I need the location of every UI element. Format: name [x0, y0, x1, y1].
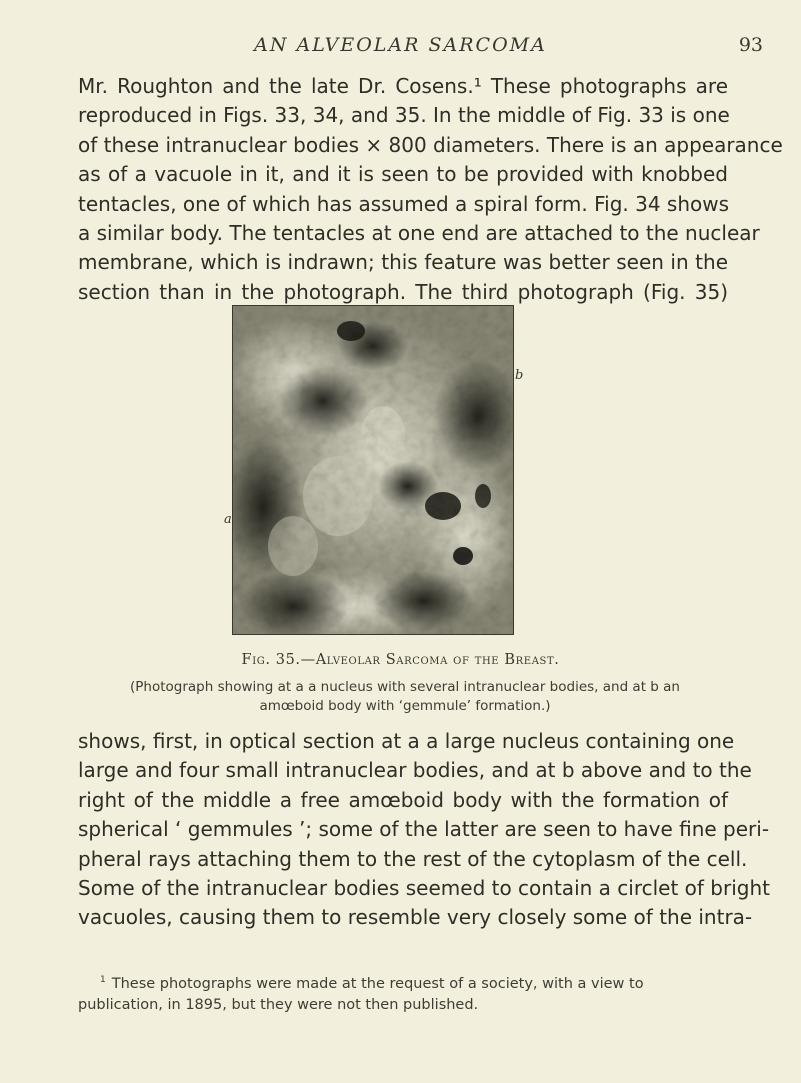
- footnote-line: publication, in 1895, but they were not then published.: [78, 996, 479, 1013]
- text-line: right of the middle a free amœboid body with the formation of: [78, 787, 728, 812]
- text-line: section than in the photograph. The third photograph (Fig. 35): [78, 279, 728, 304]
- text-line: shows, first, in optical section at a a large nucleus containing one: [78, 729, 735, 753]
- running-head: AN ALVEOLAR SARCOMA: [254, 34, 547, 56]
- caption-desc-line: (Photograph showing at a a nucleus with several intranuclear bodies, and at b an: [130, 679, 680, 695]
- footnote-marker: 1: [100, 975, 106, 985]
- text-line: as of a vacuole in it, and it is seen to be provided with knobbed: [78, 162, 728, 187]
- micrograph-image: [233, 306, 513, 634]
- text-line: of these intranuclear bodies × 800 diameters. There is an appearance: [78, 132, 783, 157]
- paragraph-bottom: [78, 727, 770, 933]
- page-number: 93: [738, 34, 763, 56]
- text-line: pheral rays attaching them to the rest of the cytoplasm of the cell.: [78, 846, 748, 871]
- footnote-text: These photographs were made at the request of a society, with a view to: [111, 975, 644, 992]
- text-line: Mr. Roughton and the late Dr. Cosens.¹ These photographs are: [78, 74, 728, 98]
- text-line: large and four small intranuclear bodies, and at b above and to the: [78, 758, 752, 783]
- text-line: a similar body. The tentacles at one end are attached to the nuclear: [78, 221, 760, 246]
- figure-caption-description: [110, 678, 700, 716]
- footnote-line: [78, 970, 728, 995]
- text-line: spherical ‘ gemmules ’; some of the latter are seen to have fine peri-: [78, 817, 770, 842]
- caption-desc-line: amœboid body with ‘gemmule’ formation.): [259, 698, 551, 714]
- text-line: tentacles, one of which has assumed a spiral form. Fig. 34 shows: [78, 191, 730, 216]
- text-line: reproduced in Figs. 33, 34, and 35. In the middle of Fig. 33 is one: [78, 103, 730, 128]
- page-header: [0, 34, 801, 60]
- text-line: vacuoles, causing them to resemble very closely some of the intra-: [78, 905, 753, 930]
- figure-caption-title: [0, 652, 801, 668]
- caption-title-text: Fig. 35.—Alveolar Sarcoma of the Breast.: [241, 652, 560, 668]
- micrograph-photo: [232, 305, 514, 635]
- figure-label-b: b: [515, 368, 524, 383]
- text-line: membrane, which is indrawn; this feature was better seen in the: [78, 250, 728, 275]
- footnote: [78, 970, 728, 1016]
- text-line: Some of the intranuclear bodies seemed to contain a circlet of bright: [78, 876, 770, 901]
- figure-label-a: a: [224, 512, 232, 527]
- paragraph-top: [78, 72, 783, 307]
